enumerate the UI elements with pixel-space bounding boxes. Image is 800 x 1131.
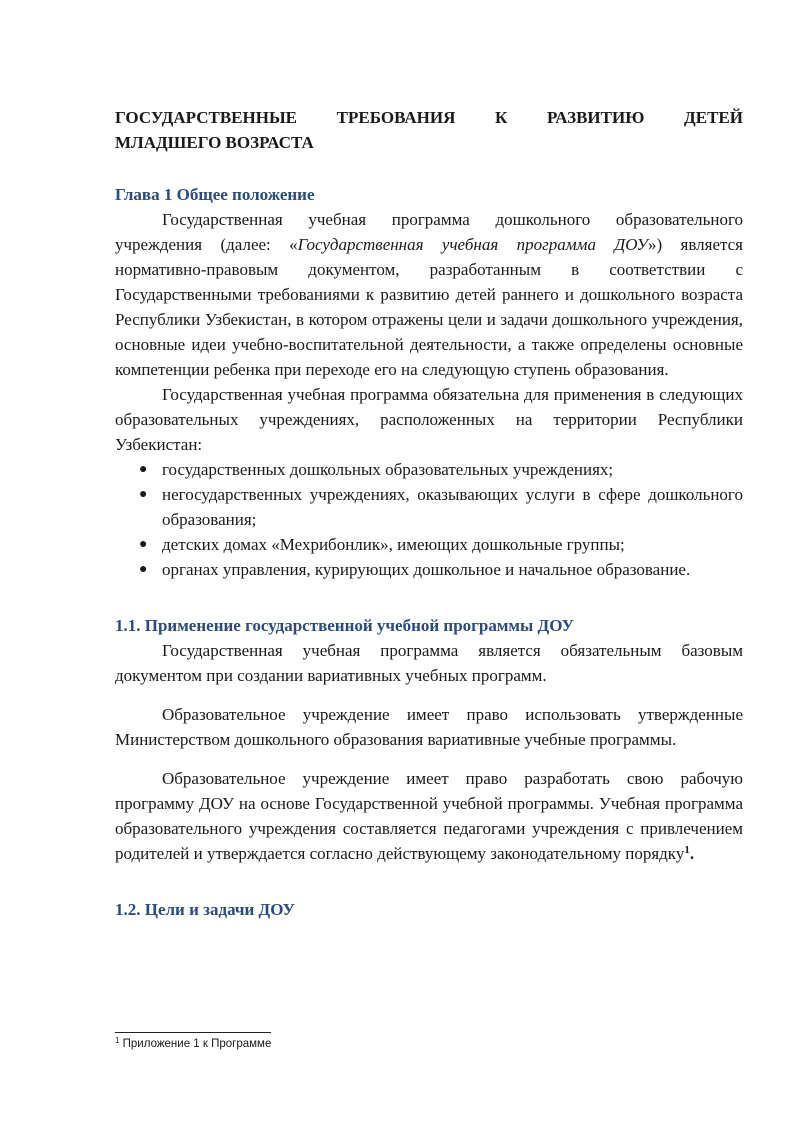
document-page bbox=[115, 105, 743, 922]
institution-list bbox=[115, 457, 743, 582]
section-1-2-heading: 1.2. Цели и задачи ДОУ bbox=[115, 900, 295, 919]
bullet-icon: ● bbox=[139, 537, 148, 552]
list-item-text: органах управления, курирующих дошкольное и начальное образование. bbox=[162, 560, 691, 579]
section-1-1-paragraph-2: Образовательное учреждение имеет право использовать утвержденные Министерством дошкольного образования вариативные учебные программы. bbox=[115, 705, 743, 749]
bullet-icon: ● bbox=[139, 487, 148, 502]
list-item-text: негосударственных учреждениях, оказывающих услуги в сфере дошкольного образования; bbox=[162, 485, 743, 529]
list-item bbox=[115, 557, 743, 582]
footnote-separator bbox=[115, 1032, 271, 1033]
chapter1-p1-start: Государственная учебная программа дошкольного образовательного учреждения (далее: « bbox=[115, 210, 743, 254]
chapter1-p1-italic: Государственная учебная программа ДОУ bbox=[297, 235, 648, 254]
bullet-icon: ● bbox=[139, 462, 148, 477]
list-item bbox=[115, 482, 743, 532]
chapter1-p1-end: ») является нормативно-правовым документом, разработанным в соответствии с Государственными требованиями к развитию детей раннего и дошкольного возраста Республики Узбекистан, в котором отражены цели и задачи дошкольного учреждения, основные идеи учебно-воспитательной деятельности, а также определены основные компетенции ребенка при переходе его на следующую ступень образования. bbox=[115, 235, 743, 379]
document-title bbox=[115, 105, 743, 155]
list-item bbox=[115, 532, 743, 557]
chapter1-paragraph-1 bbox=[115, 207, 743, 382]
list-item-text: детских домах «Мехрибонлик», имеющих дошкольные группы; bbox=[162, 535, 625, 554]
footnote-number: 1 bbox=[115, 1036, 120, 1045]
footnote-reference[interactable]: 1 bbox=[684, 844, 690, 856]
document-title-line1: ГОСУДАРСТВЕННЫЕ ТРЕБОВАНИЯ К РАЗВИТИЮ ДЕТЕЙ bbox=[115, 108, 743, 127]
section-1-1-p3-text: Образовательное учреждение имеет право разработать свою рабочую программу ДОУ на основе Государственной учебной программы. Учебная программа образовательного учреждения составляется педагогами учреждения с привлечением родителей и утверждается согласно действующему законодательному порядку bbox=[115, 769, 743, 863]
chapter1-heading: Глава 1 Общее положение bbox=[115, 185, 315, 204]
list-item bbox=[115, 457, 743, 482]
document-title-line2: МЛАДШЕГО ВОЗРАСТА bbox=[115, 133, 314, 152]
footnote bbox=[115, 1038, 271, 1050]
section-1-1-paragraph-1: Государственная учебная программа является обязательным базовым документом при создании вариативных учебных программ. bbox=[115, 641, 743, 685]
list-item-text: государственных дошкольных образовательных учреждениях; bbox=[162, 460, 614, 479]
chapter1-paragraph-2: Государственная учебная программа обязательна для применения в следующих образовательных учреждениях, расположенных на территории Республики Узбекистан: bbox=[115, 385, 743, 454]
footnote-text: Приложение 1 к Программе bbox=[119, 1038, 272, 1050]
section-1-1-heading: 1.1. Применение государственной учебной программы ДОУ bbox=[115, 616, 574, 635]
section-1-1-paragraph-3 bbox=[115, 766, 743, 866]
bullet-icon: ● bbox=[139, 562, 148, 577]
section-1-1-p3-end: . bbox=[689, 844, 695, 863]
